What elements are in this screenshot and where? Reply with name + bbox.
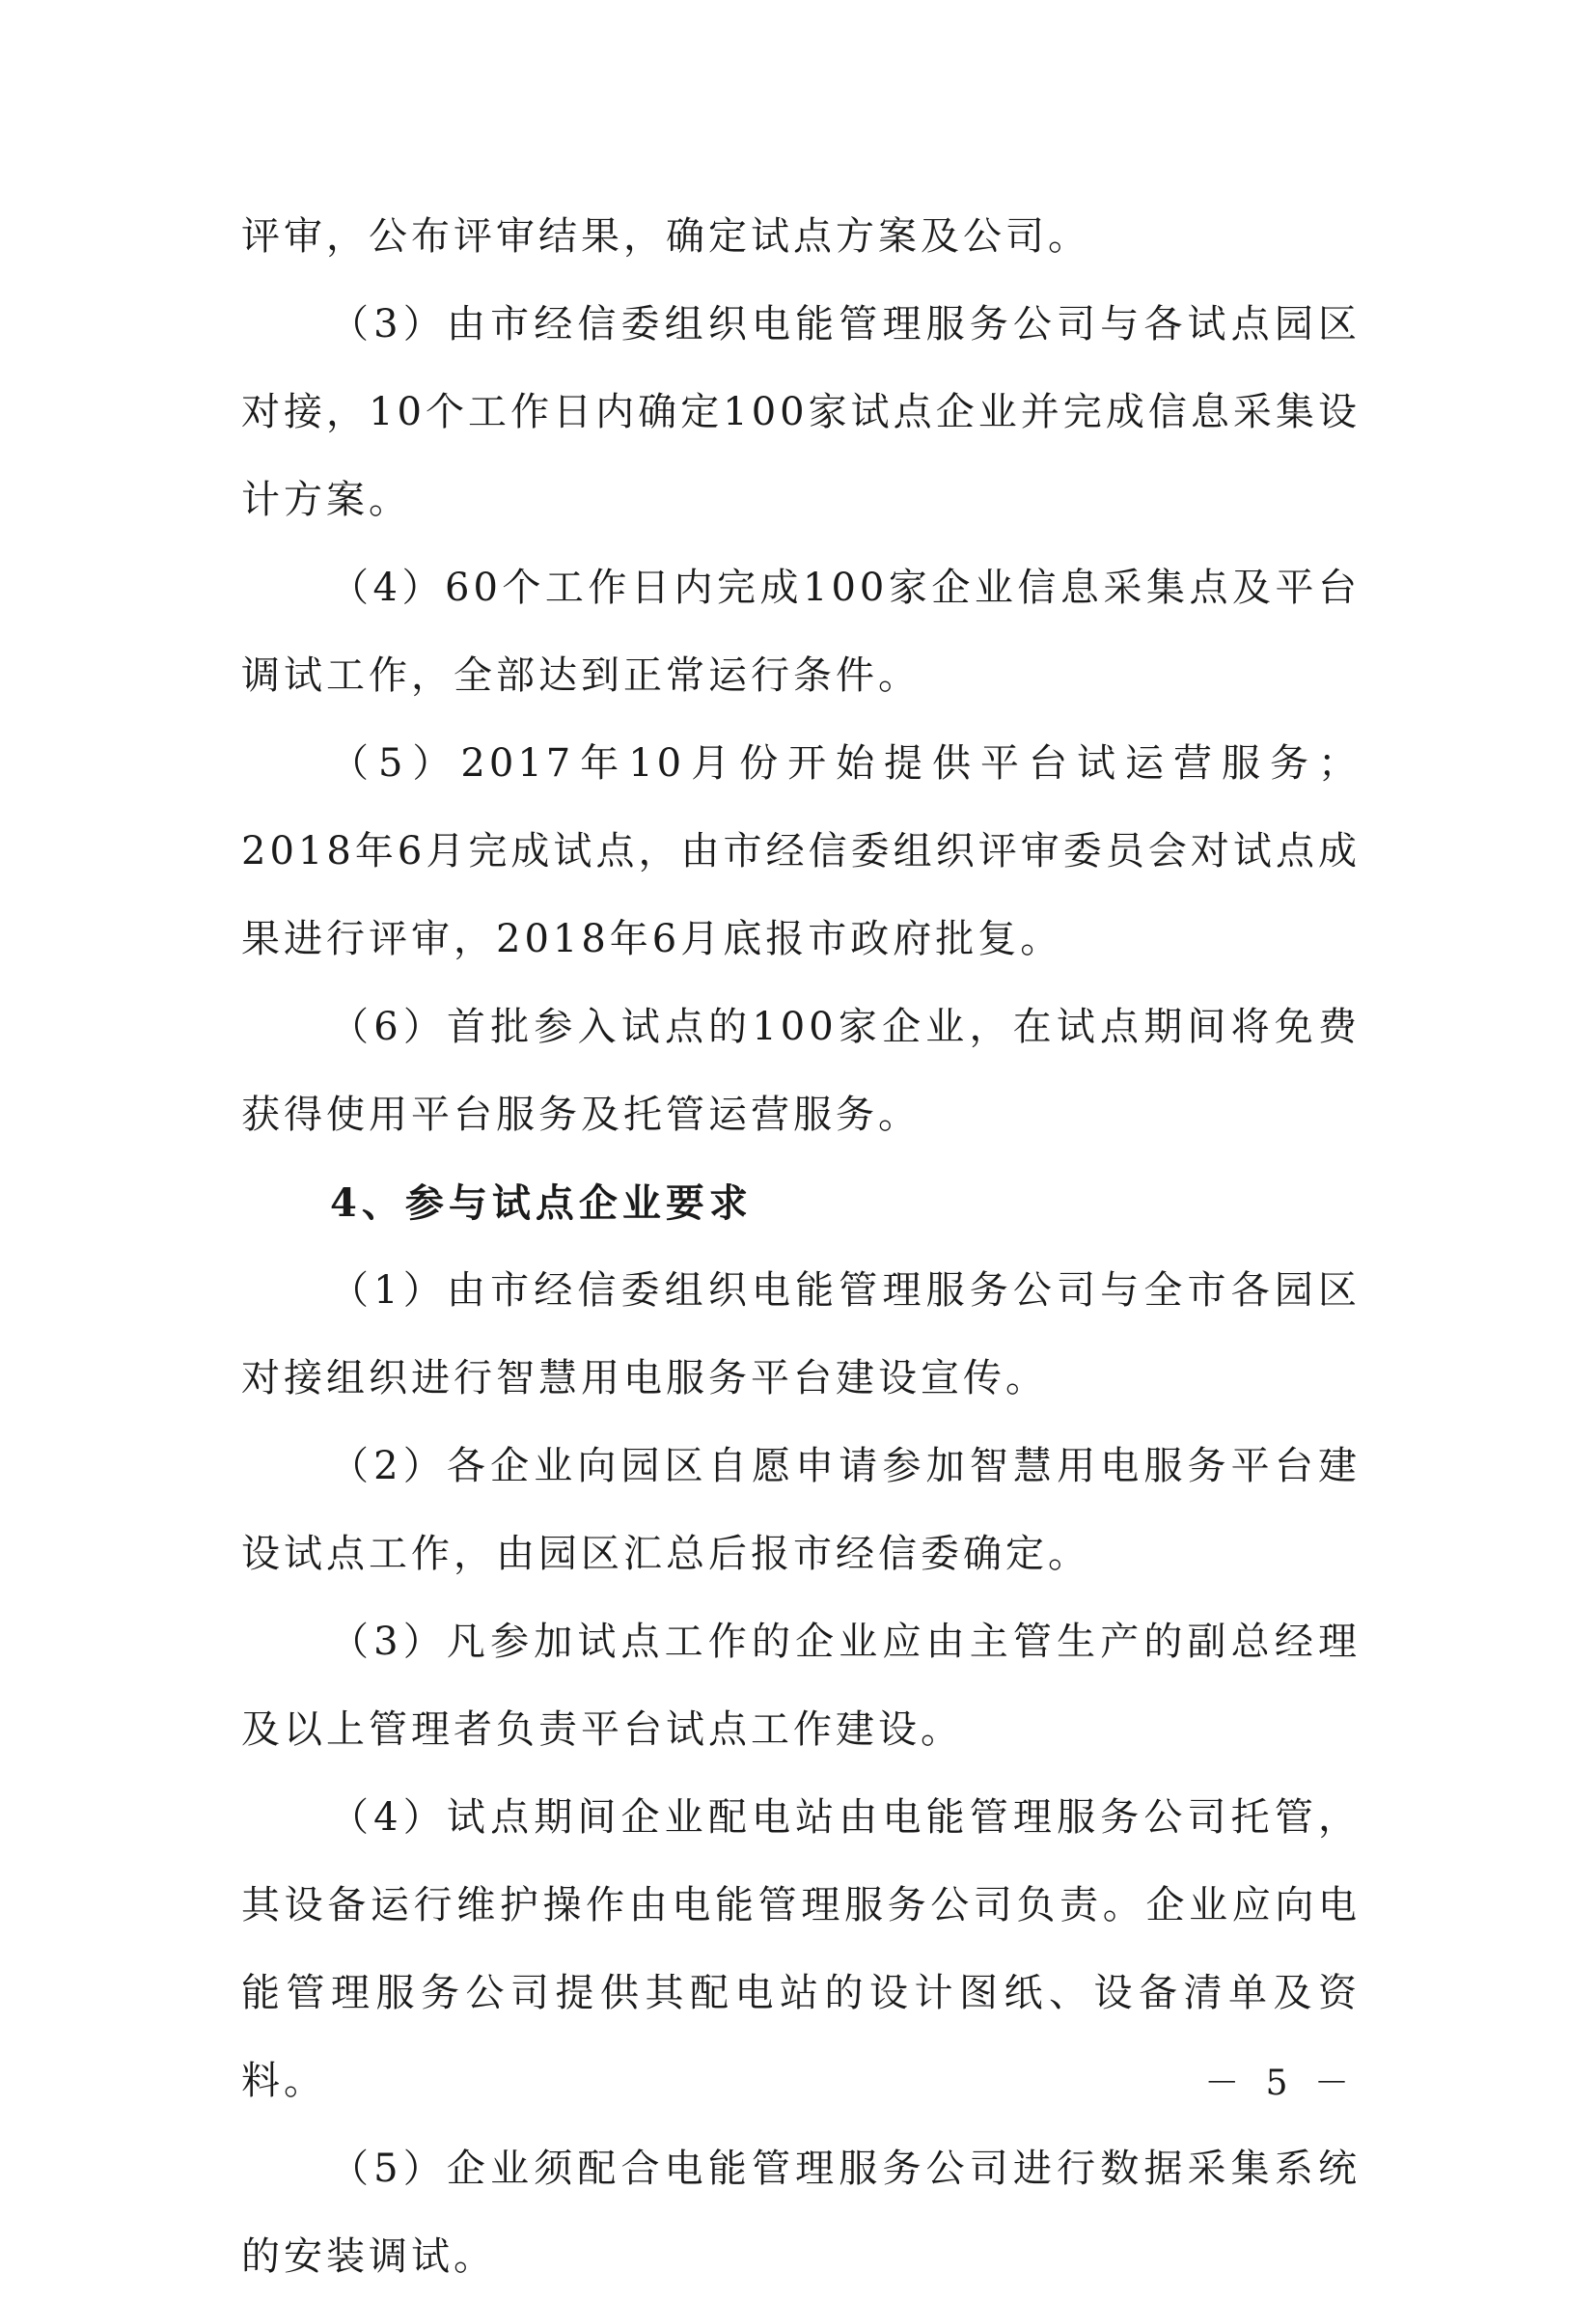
page-number: － 5 － xyxy=(1204,2064,1357,2103)
paragraph-item-5-timeline: （5）2017年10月份开始提供平台试运营服务；2018年6月完成试点，由市经信委组织评审委员会对试点成果进行评审，2018年6月底报市政府批复。 xyxy=(241,741,1361,961)
document-body xyxy=(241,193,1361,2301)
paragraph-requirement-4: （4）试点期间企业配电站由电能管理服务公司托管，其设备运行维护操作由电能管理服务公司负责。企业应向电能管理服务公司提供其配电站的设计图纸、设备清单及资料。 xyxy=(241,1795,1361,2103)
paragraph-requirement-3: （3）凡参加试点工作的企业应由主管生产的副总经理及以上管理者负责平台试点工作建设。 xyxy=(241,1620,1361,1752)
paragraph-requirement-1: （1）由市经信委组织电能管理服务公司与全市各园区对接组织进行智慧用电服务平台建设宣传。 xyxy=(241,1268,1361,1400)
section-heading: 4、参与试点企业要求 xyxy=(330,1180,753,1226)
paragraph-item-3-timeline: （3）由市经信委组织电能管理服务公司与各试点园区对接，10个工作日内确定100家试点企业并完成信息采集设计方案。 xyxy=(241,302,1361,522)
paragraph-requirement-5: （5）企业须配合电能管理服务公司进行数据采集系统的安装调试。 xyxy=(241,2147,1361,2279)
paragraph-requirement-2: （2）各企业向园区自愿申请参加智慧用电服务平台建设试点工作，由园区汇总后报市经信委确定。 xyxy=(241,1444,1361,1576)
paragraph-item-6-timeline: （6）首批参入试点的100家企业，在试点期间将免费获得使用平台服务及托管运营服务。 xyxy=(241,1005,1361,1137)
paragraph-item-4-timeline: （4）60个工作日内完成100家企业信息采集点及平台调试工作，全部达到正常运行条件。 xyxy=(241,566,1361,698)
paragraph-continuation: 评审，公布评审结果，确定试点方案及公司。 xyxy=(241,214,1090,259)
